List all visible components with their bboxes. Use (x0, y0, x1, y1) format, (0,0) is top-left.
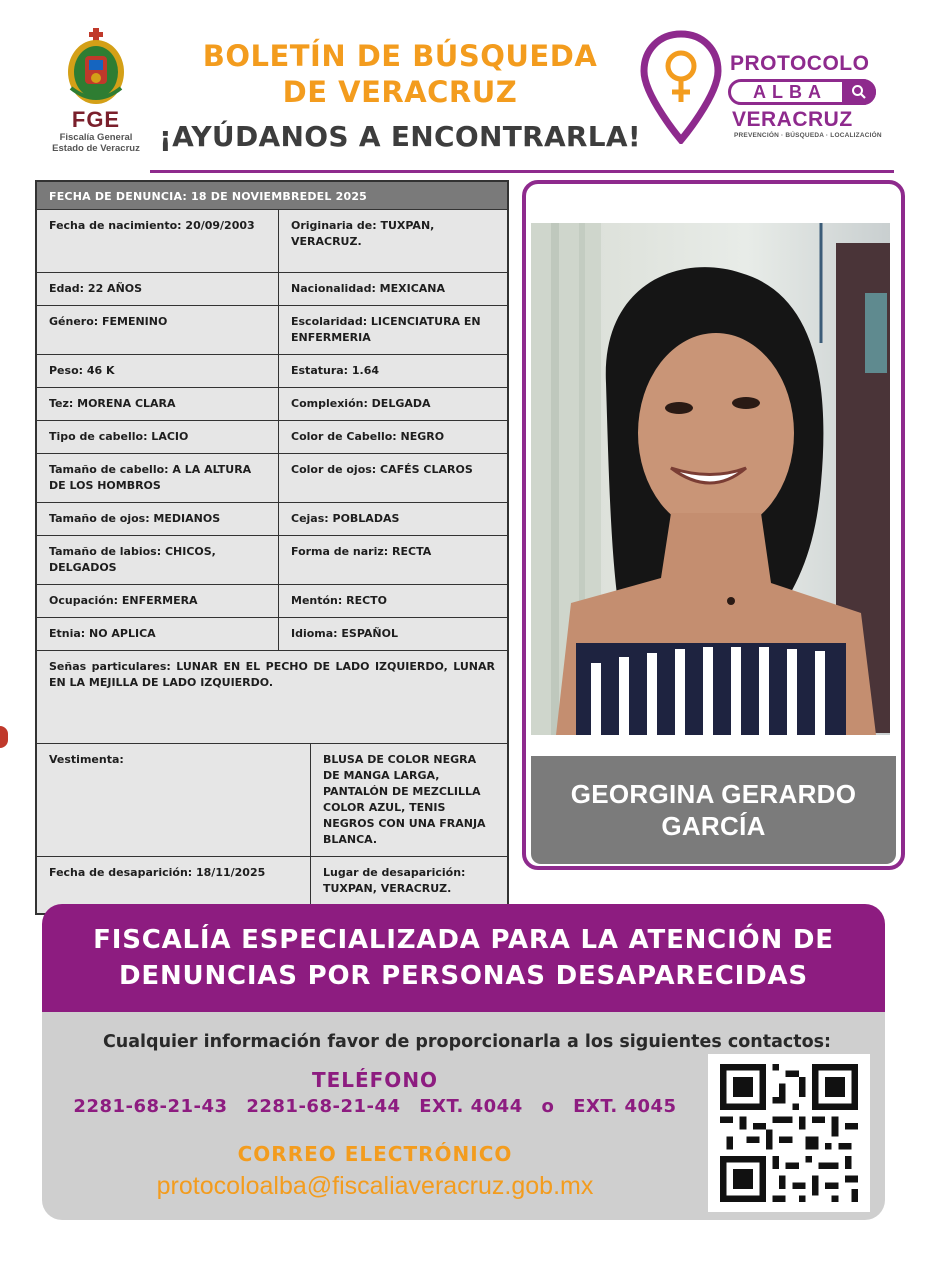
contact-section (42, 1012, 885, 1220)
eyebrows: Cejas: POBLADAS (291, 512, 400, 525)
bulletin-title (150, 38, 650, 110)
eye-color: Color de ojos: CAFÉS CLAROS (291, 463, 473, 476)
striped-top (591, 647, 825, 735)
extension-1: EXT. 4044 (419, 1096, 523, 1117)
occupation: Ocupación: ENFERMERA (37, 585, 279, 617)
contact-lead: Cualquier información favor de proporcionarla a los siguientes contactos: (102, 1032, 832, 1052)
hair-length: Tamaño de cabello: A LA ALTURA DE LOS HOMBROS (37, 454, 279, 502)
search-icon (842, 79, 876, 105)
email-label: CORREO ELECTRÓNICO (237, 1142, 513, 1166)
lip-size: Tamaño de labios: CHICOS, DELGADOS (37, 536, 279, 584)
alba-word-protocolo: PROTOCOLO (730, 52, 870, 75)
alba-tagline: PREVENCIÓN · BÚSQUEDA · LOCALIZACIÓN (734, 132, 882, 139)
table-row (37, 618, 507, 651)
fge-logo (44, 28, 148, 158)
table-row (37, 210, 507, 273)
alba-pin-venus-icon (640, 30, 722, 144)
distinguishing-marks: Señas particulares: LUNAR EN EL PECHO DE LADO IZQUIERDO, LUNAR EN LA MEJILLA DE LADO IZQUIERDO. (49, 660, 495, 689)
hair-color: Color de Cabello: NEGRO (291, 430, 445, 443)
build: Complexión: DELGADA (291, 397, 431, 410)
phone-number-2[interactable]: 2281-68-21-44 (246, 1096, 401, 1117)
eye-size: Tamaño de ojos: MEDIANOS (37, 503, 279, 535)
birth-date: Fecha de nacimiento: 20/09/2003 (37, 210, 279, 272)
agency-name: FISCALÍA ESPECIALIZADA PARA LA ATENCIÓN DE DENUNCIAS POR PERSONAS DESAPARECIDAS (93, 925, 834, 991)
clothing-description: BLUSA DE COLOR NEGRA DE MANGA LARGA, PANTALÓN DE MEZCLILLA COLOR AZUL, TENIS NEGROS CON UNA FRANJA BLANCA. (323, 753, 486, 846)
phone-label: TELÉFONO (311, 1068, 439, 1092)
person-details-table (35, 180, 509, 915)
qr-code-icon[interactable] (708, 1054, 870, 1212)
nose-shape: Forma de nariz: RECTA (291, 545, 432, 558)
phone-numbers (42, 1096, 708, 1117)
complexion-tone: Tez: MORENA CLARA (37, 388, 279, 420)
origin: Originaria de: TUXPAN, VERACRUZ. (291, 219, 435, 248)
missing-person-photo (531, 223, 890, 735)
table-row (37, 744, 507, 857)
fge-name-line1: Fiscalía General (59, 132, 133, 143)
table-row (37, 454, 507, 503)
ethnicity: Etnia: NO APLICA (37, 618, 279, 650)
nationality: Nacionalidad: MEXICANA (291, 282, 446, 295)
disappearance-date: Fecha de desaparición: 18/11/2025 (37, 857, 311, 913)
language: Idioma: ESPAÑOL (291, 627, 398, 640)
fge-abbreviation: FGE (71, 107, 121, 132)
phone-number-1[interactable]: 2281-68-21-43 (73, 1096, 228, 1117)
extension-2: EXT. 4045 (573, 1096, 677, 1117)
fge-name-line2: Estado de Veracruz (52, 143, 140, 154)
hair-type: Tipo de cabello: LACIO (37, 421, 279, 453)
table-row (37, 306, 507, 355)
table-row (37, 355, 507, 388)
alba-word-veracruz: VERACRUZ (732, 108, 853, 131)
height: Estatura: 1.64 (291, 364, 380, 377)
extension-separator: o (541, 1096, 555, 1117)
table-row (37, 651, 507, 744)
help-subtitle: ¡AYÚDANOS A ENCONTRARLA! (159, 120, 641, 153)
table-row (37, 273, 507, 306)
weight: Peso: 46 K (37, 355, 279, 387)
table-row (37, 536, 507, 585)
missing-person-card (522, 180, 905, 870)
complaint-date: FECHA DE DENUNCIA: 18 DE NOVIEMBREDEL 2025 (37, 182, 507, 210)
clothing-label: Vestimenta: (37, 744, 311, 856)
chin: Mentón: RECTO (291, 594, 388, 607)
education: Escolaridad: LICENCIATURA EN ENFERMERIA (291, 315, 481, 344)
edge-mark (0, 726, 8, 748)
title-line-1: BOLETÍN DE BÚSQUEDA (202, 39, 598, 73)
disappearance-place: Lugar de desaparición: TUXPAN, VERACRUZ. (323, 866, 466, 895)
gender: Género: FEMENINO (37, 306, 279, 354)
table-row (37, 503, 507, 536)
alba-word-alba: ALBA (753, 82, 827, 102)
name-banner (531, 756, 896, 864)
missing-person-name: GEORGINA GERARDO GARCÍA (570, 779, 857, 841)
title-line-2: DE VERACRUZ (282, 75, 518, 109)
age: Edad: 22 AÑOS (37, 273, 279, 305)
protocolo-alba-logo (640, 28, 890, 148)
header-divider (150, 170, 894, 173)
table-row (37, 388, 507, 421)
email-link[interactable]: protocoloalba@fiscaliaveracruz.gob.mx (156, 1172, 594, 1200)
table-row (37, 421, 507, 454)
fge-shield-icon (65, 28, 127, 106)
agency-banner (42, 904, 885, 1012)
alba-pill (728, 79, 876, 105)
table-row (37, 585, 507, 618)
